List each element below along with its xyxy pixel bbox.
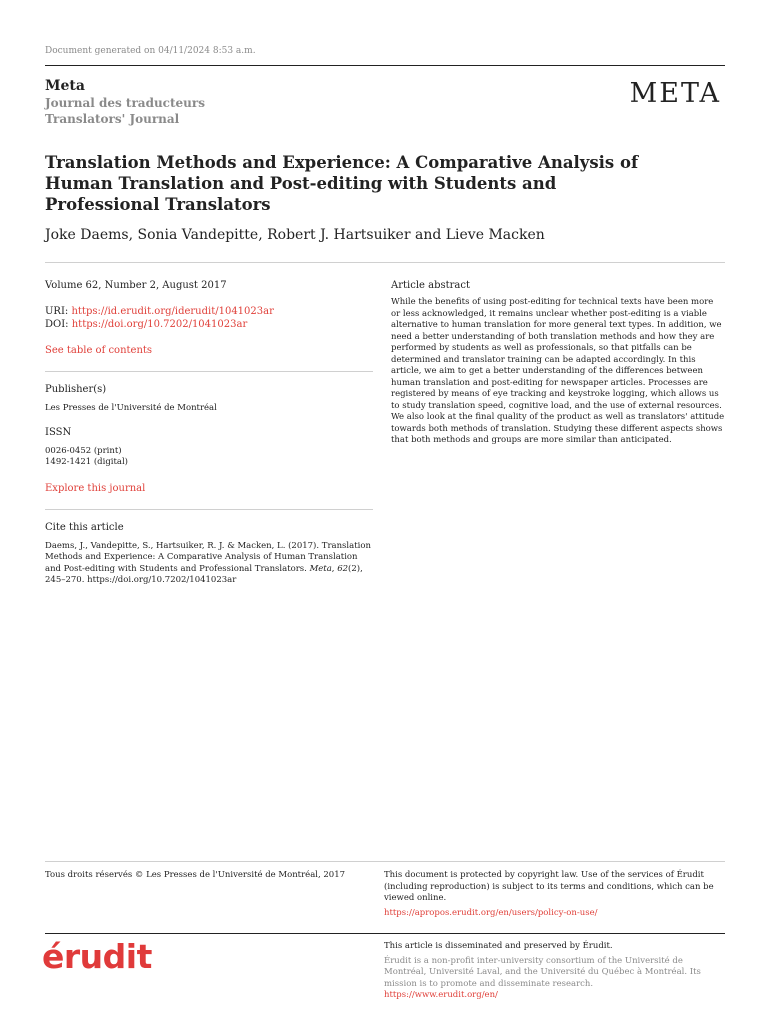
doi-label: DOI: bbox=[45, 319, 69, 330]
citation-volume: 62 bbox=[337, 563, 349, 574]
issn-heading: ISSN bbox=[45, 426, 72, 438]
issn-digital: 1492-1421 (digital) bbox=[45, 457, 128, 467]
erudit-link[interactable]: https://www.erudit.org/en/ bbox=[384, 990, 498, 1000]
volume-info: Volume 62, Number 2, August 2017 bbox=[45, 280, 227, 291]
issn-print: 0026-0452 (print) bbox=[45, 445, 122, 456]
consortium-text: Érudit is a non-profit inter-university consortium of the Université de Montréal, Université Laval, and the Université du Québec à Montréal. Its mission is to promote and disseminate research. bbox=[384, 955, 701, 989]
meta-logo: MΕTA bbox=[629, 78, 721, 109]
publisher-name: Les Presses de l'Université de Montréal bbox=[45, 403, 217, 413]
abstract-text: While the benefits of using post-editing for technical texts have been more or less acknowledged, it remains unclear whether post-editing is a viable alternative to human translation for more general text types. In addition, we need a better understanding of both translation methods and how they are performed by students as well as professionals, so that pitfalls can be determined and translator training can be adapted accordingly. In this article, we aim to get a better understanding of the differences between human translation and post-editing for newspaper articles. Processes are registered by means of eye tracking and keystroke logging, which allows us to study translation speed, cognitive load, and the use of external resources. We also look at the final quality of the product as well as translators' attitude towards both methods of translation. Studying these different aspects shows that both methods and groups are more similar than anticipated. bbox=[391, 297, 725, 445]
journal-name: Meta bbox=[45, 78, 85, 94]
journal-subtitle-en: Translators' Journal bbox=[45, 112, 180, 126]
journal-header bbox=[45, 78, 205, 127]
journal-subtitle-fr: Journal des traducteurs bbox=[45, 96, 205, 110]
footer-rule bbox=[45, 861, 725, 862]
citation-text: Daems, J., Vandepitte, S., Hartsuiker, R. J. & Macken, L. (2017). Translation Methods and Experience: A Comparative Analysis of Human Translation and Post-editing with Students and Professional Translators. Meta, 62(2), 245–270. https://doi.org/10.7202/1041023ar bbox=[45, 540, 371, 585]
doi-link[interactable]: https://doi.org/10.7202/1041023ar bbox=[71, 319, 248, 330]
explore-journal-link[interactable]: Explore this journal bbox=[45, 482, 146, 494]
rights-notice: Tous droits réservés © Les Presses de l'Université de Montréal, 2017 bbox=[45, 870, 346, 880]
doi-line bbox=[45, 318, 373, 331]
generation-notice: Document generated on 04/11/2024 8:53 a.m. bbox=[45, 46, 256, 56]
toc-link[interactable]: See table of contents bbox=[45, 345, 153, 356]
left-rule-2 bbox=[45, 509, 373, 510]
article-title: Translation Methods and Experience: A Comparative Analysis of Human Translation and Post-editing with Students and Professional Translators bbox=[45, 153, 639, 214]
disseminated-text: This article is disseminated and preserved by Érudit. bbox=[384, 941, 613, 951]
citation-rest: (2), 245–270. https://doi.org/10.7202/1041023ar bbox=[45, 563, 363, 585]
article-authors: Joke Daems, Sonia Vandepitte, Robert J. Hartsuiker and Lieve Macken bbox=[45, 227, 545, 243]
left-rule bbox=[45, 371, 373, 372]
citation-journal: Meta bbox=[309, 563, 332, 574]
bottom-rule bbox=[45, 933, 725, 934]
dissemination-block bbox=[384, 941, 724, 1002]
cite-heading: Cite this article bbox=[45, 521, 124, 533]
uri-line bbox=[45, 305, 373, 318]
erudit-logo: érudit bbox=[42, 937, 152, 976]
copyright-block bbox=[384, 870, 724, 919]
citation-main: Daems, J., Vandepitte, S., Hartsuiker, R. J. & Macken, L. (2017). Translation Methods and Experience: A Comparative Analysis of Human Translation and Post-editing with Students and Professional Translators. bbox=[45, 540, 371, 574]
article-info-column bbox=[45, 280, 373, 587]
policy-link[interactable]: https://apropos.erudit.org/en/users/policy-on-use/ bbox=[384, 907, 598, 918]
uri-link[interactable]: https://id.erudit.org/iderudit/1041023ar bbox=[71, 306, 274, 317]
abstract-column bbox=[391, 280, 725, 447]
copyright-text: This document is protected by copyright law. Use of the services of Érudit (including reproduction) is subject to its terms and conditions, which can be viewed online. bbox=[384, 870, 714, 903]
top-rule bbox=[45, 65, 725, 66]
abstract-heading: Article abstract bbox=[391, 280, 470, 291]
section-rule bbox=[45, 262, 725, 263]
uri-label: URI: bbox=[45, 306, 69, 317]
publisher-heading: Publisher(s) bbox=[45, 384, 107, 395]
